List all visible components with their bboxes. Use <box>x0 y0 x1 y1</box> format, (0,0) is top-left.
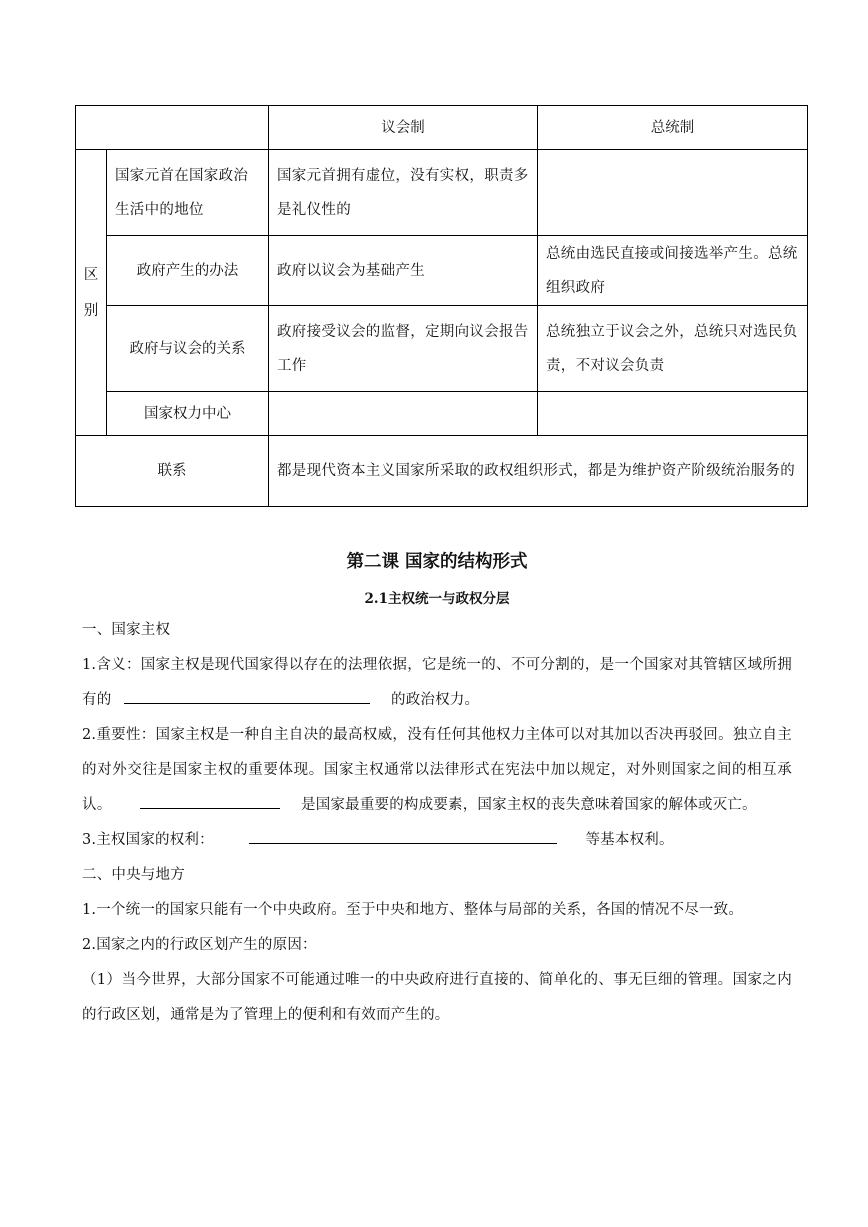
cell-presidential <box>538 392 808 436</box>
paragraph-rights <box>82 823 792 858</box>
paragraph-text: 2.重要性：国家主权是一种自主自决的最高权威，没有任何其他权力主体可以对其加以否决再驳回。独立自主的对外交往是国家主权的重要体现。国家主权通常以法律形式在宪法中加以规定，对外则国家之间的相互承认。 <box>82 727 792 813</box>
paragraph-definition <box>82 648 792 718</box>
paragraph-text: 3.主权国家的权利： <box>82 832 214 848</box>
table-row-relation <box>76 436 808 507</box>
lesson-subtitle: 2.1主权统一与政权分层 <box>364 591 510 607</box>
paragraph-importance <box>82 718 792 823</box>
lesson-title: 第二课 国家的结构形式 <box>346 552 528 572</box>
cell-presidential: 总统独立于议会之外，总统只对选民负责，不对议会负责 <box>538 306 808 392</box>
row-label: 国家元首在国家政治生活中的地位 <box>107 150 269 236</box>
relation-label: 联系 <box>76 436 269 507</box>
table-row <box>76 150 808 236</box>
cell-presidential <box>538 150 808 236</box>
comparison-table <box>75 105 808 507</box>
lesson-content <box>82 548 792 1033</box>
header-parliamentary: 议会制 <box>269 106 538 150</box>
row-label: 政府与议会的关系 <box>107 306 269 392</box>
relation-text: 都是现代资本主义国家所采取的政权组织形式，都是为维护资产阶级统治服务的 <box>269 436 808 507</box>
section-heading: 二、中央与地方 <box>82 867 185 883</box>
row-label: 政府产生的办法 <box>107 236 269 306</box>
table-row <box>76 306 808 392</box>
cell-parliamentary: 政府以议会为基础产生 <box>269 236 538 306</box>
cell-parliamentary: 国家元首拥有虚位，没有实权，职责多是礼仪性的 <box>269 150 538 236</box>
paragraph-text: 的政治权力。 <box>391 692 480 708</box>
paragraph-text: 是国家最重要的构成要素，国家主权的丧失意味着国家的解体或灭亡。 <box>301 797 757 813</box>
paragraph-text: 1.含义：国家主权是现代国家得以存在的法理依据，它是统一的、不可分割的，是一个国家对其管辖区域所拥有的 <box>82 657 792 708</box>
paragraph: 2.国家之内的行政区划产生的原因： <box>82 937 317 953</box>
section-heading: 一、国家主权 <box>82 622 171 638</box>
table-row <box>76 236 808 306</box>
paragraph-text: 等基本权利。 <box>585 832 674 848</box>
fill-blank[interactable] <box>124 685 370 704</box>
paragraph: 1.一个统一的国家只能有一个中央政府。至于中央和地方、整体与局部的关系，各国的情况不尽一致。 <box>82 902 744 918</box>
header-empty-cell <box>76 106 269 150</box>
cell-parliamentary: 政府接受议会的监督，定期向议会报告工作 <box>269 306 538 392</box>
group-label-char: 别 <box>83 302 99 319</box>
table-header-row <box>76 106 808 150</box>
table-row <box>76 392 808 436</box>
row-label: 国家权力中心 <box>107 392 269 436</box>
group-label-difference <box>76 150 107 436</box>
cell-parliamentary <box>269 392 538 436</box>
group-label-char: 区 <box>83 266 99 283</box>
cell-presidential: 总统由选民直接或间接选举产生。总统组织政府 <box>538 236 808 306</box>
header-presidential: 总统制 <box>538 106 808 150</box>
fill-blank[interactable] <box>140 790 280 809</box>
fill-blank[interactable] <box>249 825 557 844</box>
paragraph: （1）当今世界，大部分国家不可能通过唯一的中央政府进行直接的、简单化的、事无巨细的管理。国家之内的行政区划，通常是为了管理上的便利和有效而产生的。 <box>82 972 792 1023</box>
